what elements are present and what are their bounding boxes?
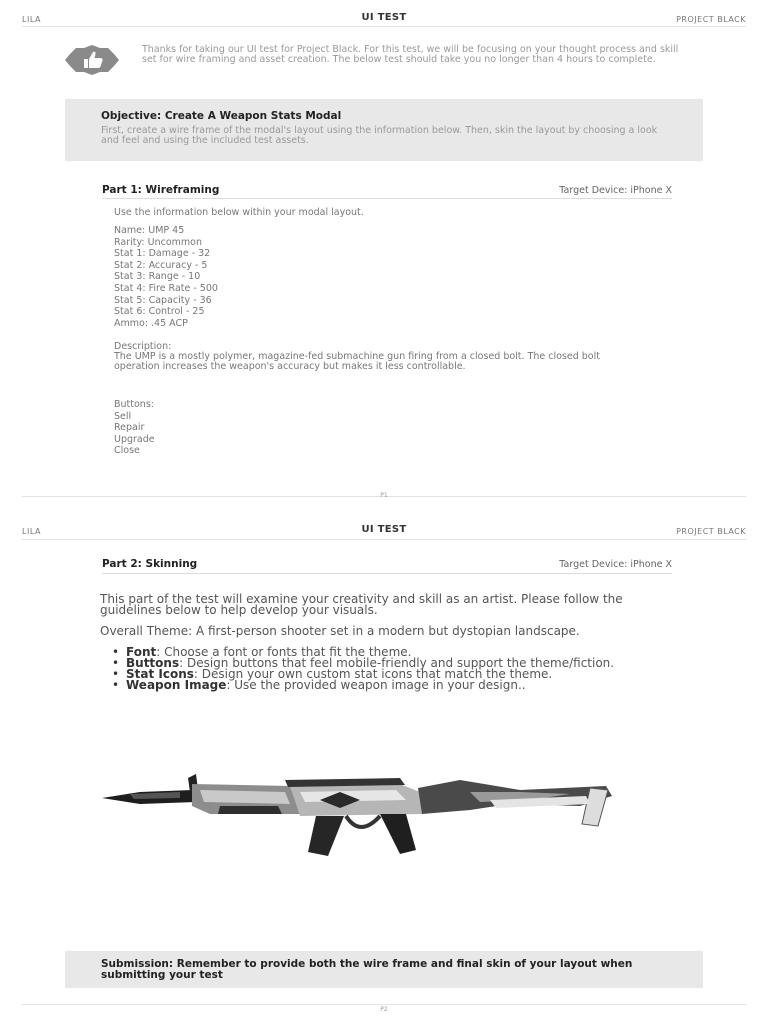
header-left: LILA xyxy=(22,527,41,536)
guideline-item: • Buttons: Design buttons that feel mobile-friendly and support the theme/fiction. xyxy=(100,658,660,669)
stat-line: Stat 2: Accuracy - 5 xyxy=(114,259,208,271)
header-left: LILA xyxy=(22,15,41,24)
part2-target-device: Target Device: iPhone X xyxy=(559,559,672,570)
header-title: UI TEST xyxy=(361,524,407,535)
stat-line: Rarity: Uncommon xyxy=(114,236,202,248)
part1-instruction: Use the information below within your modal layout. xyxy=(114,207,364,218)
page-2 xyxy=(0,512,768,1024)
part1-target-device: Target Device: iPhone X xyxy=(559,185,672,196)
button-name: Close xyxy=(114,445,140,457)
stat-line: Stat 5: Capacity - 36 xyxy=(114,294,212,306)
stat-line: Stat 1: Damage - 32 xyxy=(114,248,211,260)
guideline-list xyxy=(100,647,660,691)
assault-rifle-image xyxy=(100,770,620,870)
submission-panel: Submission: Remember to provide both the wire frame and final skin of your layout when submitting your test xyxy=(65,951,703,988)
buttons-label: Buttons: xyxy=(114,399,154,410)
part1-title: Part 1: Wireframing xyxy=(102,184,220,196)
button-name: Upgrade xyxy=(114,433,155,445)
weapon-description: The UMP is a mostly polymer, magazine-fed submachine gun firing from a closed bolt. The closed bolt operation increases the weapon's accuracy but makes it less controllable. xyxy=(114,351,600,372)
header-title: UI TEST xyxy=(361,12,407,23)
buttons-list xyxy=(114,399,614,457)
part1-divider xyxy=(102,198,672,199)
skinning-intro: This part of the test will examine your creativity and skill as an artist. Please follow the guidelines below to help develop your visuals. xyxy=(100,592,623,617)
objective-panel xyxy=(65,99,703,161)
intro-text: Thanks for taking our UI test for Project Black. For this test, we will be focusing on your thought process and skill set for wire framing and asset creation. The below test should take you no longer than 4 hours to complete. xyxy=(142,44,679,65)
page-number: P1 xyxy=(380,492,388,499)
footer-divider xyxy=(22,1004,746,1005)
thumbs-up-badge-icon xyxy=(64,44,120,76)
description-label: Description: xyxy=(114,341,172,352)
stat-line: Name: UMP 45 xyxy=(114,225,185,236)
header-divider xyxy=(22,539,746,540)
page-header xyxy=(22,524,746,538)
header-right: PROJECT BLACK xyxy=(676,15,746,24)
guideline-item: • Font: Choose a font or fonts that fit the theme. xyxy=(100,647,660,658)
weapon-stats-list xyxy=(114,225,614,329)
header-divider xyxy=(22,26,746,27)
stat-line: Stat 4: Fire Rate - 500 xyxy=(114,282,218,294)
stat-line: Stat 3: Range - 10 xyxy=(114,271,201,283)
header-right: PROJECT BLACK xyxy=(676,527,746,536)
guideline-item: • Weapon Image: Use the provided weapon image in your design.. xyxy=(100,680,660,691)
button-name: Sell xyxy=(114,410,132,422)
part2-divider xyxy=(102,573,672,574)
skinning-content xyxy=(100,594,660,691)
objective-description: First, create a wire frame of the modal's layout using the information below. Then, skin the layout by choosing a look and feel and using the included test assets. xyxy=(101,125,658,146)
stat-line: Ammo: .45 ACP xyxy=(114,317,188,329)
stat-line: Stat 6: Control - 25 xyxy=(114,306,205,318)
objective-title: Objective: Create A Weapon Stats Modal xyxy=(101,110,342,122)
guideline-item: • Stat Icons: Design your own custom stat icons that match the theme. xyxy=(100,669,660,680)
overall-theme: Overall Theme: A first-person shooter set in a modern but dystopian landscape. xyxy=(100,624,580,638)
page-header xyxy=(22,12,746,26)
button-name: Repair xyxy=(114,422,145,434)
part2-title: Part 2: Skinning xyxy=(102,558,198,570)
page-number: P2 xyxy=(380,1006,388,1013)
